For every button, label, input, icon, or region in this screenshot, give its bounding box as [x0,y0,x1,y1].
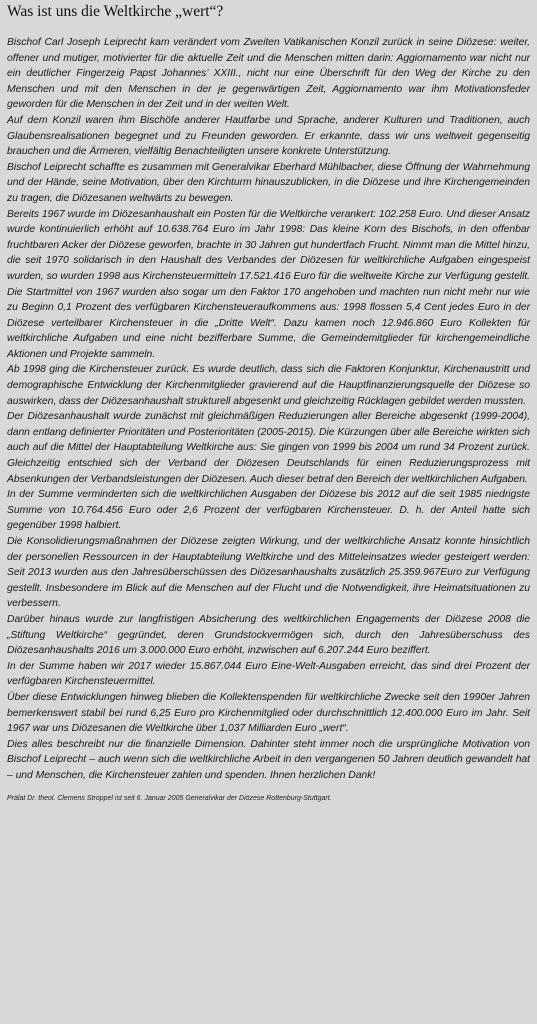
document-title: Was ist uns die Weltkirche „wert“? [7,3,224,20]
paragraph: Darüber hinaus wurde zur langfristigen Absicherung des weltkirchlichen Engagements der Diözese 2008 die „Stiftung Weltkirche“ gegründet, deren Grundstockvermögen sich, durch den Jahresüberschuss des Diözesanhaushalts 2016 um 3.000.000 Euro erhöht, inzwischen auf 6.207.244 Euro beziffert. [7,613,530,657]
article-body [7,35,530,784]
paragraph: Bischof Leiprecht schaffte es zusammen mit Generalvikar Eberhard Mühlbacher, diese Öffnung der Wahrnehmung und der Hände, seine Motivation, über den Kirchturm hinauszublicken, in die Diözese und ihre Kirchengemeinden zu tragen, die Diözesanen weltwärts zu bewegen. [7,161,530,204]
paragraph: Der Diözesanhaushalt wurde zunächst mit gleichmäßigen Reduzierungen aller Bereiche abgesenkt (1999-2004), dann entlang definierter Prioritäten und Posterioritäten (2005-2015). Die Kürzungen über alle Bereiche wirkten sich auch auf die Mittel der Hauptabteilung Weltkirche aus: Sie gingen von 1999 bis 2004 um rund 34 Prozent zurück. Gleichzeitig entschied sich der Verband der Diözesen Deutschlands für einen Reduzierungsprozess mit Absenkungen der Verbandsleistungen der Diözesen. Auch dieser betraf den Bereich der weltkirchlichen Aufgaben. [7,411,530,485]
paragraph: In der Summe verminderten sich die weltkirchlichen Ausgaben der Diözese bis 2012 auf die seit 1985 niedrigste Summe von 10.764.456 Euro oder 2,6 Prozent der verfügbaren Kirchensteuer. D. h. der Anteil hatte sich gegenüber 1998 halbiert. [7,489,530,532]
paragraph: Auf dem Konzil waren ihm Bischöfe anderer Hautfarbe und Sprache, anderer Kulturen und Traditionen, auch Glaubensrealisationen begegnet und zu Freunden geworden. Er erkannte, dass wir uns weltweit gegenseitig brauchen und die Ärmeren, vielfältig Benachteiligten unsere konkrete Unterstützung. [7,114,530,158]
paragraph: Ab 1998 ging die Kirchensteuer zurück. Es wurde deutlich, dass sich die Faktoren Konjunktur, Kirchenaustritt und demographische Entwicklung der Kirchenmitglieder gravierend auf die Hauptfinanzierungsquelle der Diözese so auswirken, dass der Diözesanhaushalt strukturell abgesenkt und gleichzeitig Rücklagen gebildet werden mussten. [7,364,530,407]
paragraph: Bischof Carl Joseph Leiprecht kam verändert vom Zweiten Vatikanischen Konzil zurück in seine Diözese: weiter, offener und mutiger, motivierter für die aktuelle Zeit und die Menschen mitten darin: Aggiornamento war nicht nur ein deutlicher Fingerzeig Papst Johannes’ XXIII., nicht nur eine Überschrift für den Weg der Kirche zu den Menschen und mit den Menschen in der je gegenwärtigen Zeit, Aggiornamento war ihm Motivationsfeder geworden für die Menschen in der Zeit und in der weiten Welt. [7,37,530,111]
author-footnote: Prälat Dr. theol. Clemens Stroppel ist seit 6. Januar 2005 Generalvikar der Diözese Rottenburg-Stuttgart. [7,794,332,802]
paragraph: Bereits 1967 wurde im Diözesanhaushalt ein Posten für die Weltkirche verankert: 102.258 Euro. Und dieser Ansatz wurde kontinuierlich erhöht auf 10.638.764 Euro im Jahr 1998: Das kleine Korn des Bischofs, in den offenbar fruchtbaren Acker der Diözese geworfen, brachte in 30 Jahren gut hundertfach Frucht. Nimmt man die Mittel hinzu, die seit 1970 solidarisch in den Haushalt des Verbandes der Diözesen für weltkirchliche Aufgaben eingespeist wurden, so wurden 1998 aus Kirchensteuermitteln 17.521.416 Euro für die weltweite Kirche zur Verfügung gestellt. Die Startmittel von 1967 wurden also sogar um den Faktor 170 angehoben und machten nun nicht mehr nur wie zu Beginn 0,1 Prozent des verfügbaren Kirchensteueraufkommens aus: 1998 flossen 5,4 Cent jedes Euro in der Diözese verteilbarer Kirchensteuer in die „Dritte Welt“. Dazu kamen noch 12.946.860 Euro Kollekten für weltkirchliche Aufgaben und eine nicht bezifferbare Summe, die Gemeindemitglieder für kirchengemeindliche Aktionen und Projekte sammeln. [7,208,530,360]
paragraph: In der Summe haben wir 2017 wieder 15.867.044 Euro Eine-Welt-Ausgaben erreicht, das sind drei Prozent der verfügbaren Kirchensteuermittel. [7,660,530,688]
paragraph: Über diese Entwicklungen hinweg blieben die Kollektenspenden für weltkirchliche Zwecke seit den 1990er Jahren bemerkenswert stabil bei rund 6,25 Euro pro Kirchenmitglied oder durchschnittlich 12.400.000 Euro im Jahr. Seit 1967 war uns Diözesanen die Weltkirche über 1,037 Milliarden Euro „wert“. [7,691,530,735]
paragraph: Die Konsolidierungsmaßnahmen der Diözese zeigten Wirkung, und der weltkirchliche Ansatz konnte hinsichtlich der personellen Ressourcen in der Hauptabteilung Weltkirche und des Mitteleinsatzes wieder gesteigert werden: Seit 2013 wurden aus den Jahresüberschüssen des Diözesanhaushalts zusätzlich 25.359.967Euro zur Verfügung gestellt. Insbesondere im Blick auf die Menschen auf der Flucht und die Notwendigkeit, ihre Heimatsituationen zu verbessern. [7,536,530,610]
paragraph: Dies alles beschreibt nur die finanzielle Dimension. Dahinter steht immer noch die ursprüngliche Motivation von Bischof Leiprecht – auch wenn sich die weltkirchliche Arbeit in den vergangenen 50 Jahren deutlich gewandelt hat – und Menschen, die Kirchensteuer zahlen und spenden. Ihnen herzlichen Dank! [7,738,530,781]
